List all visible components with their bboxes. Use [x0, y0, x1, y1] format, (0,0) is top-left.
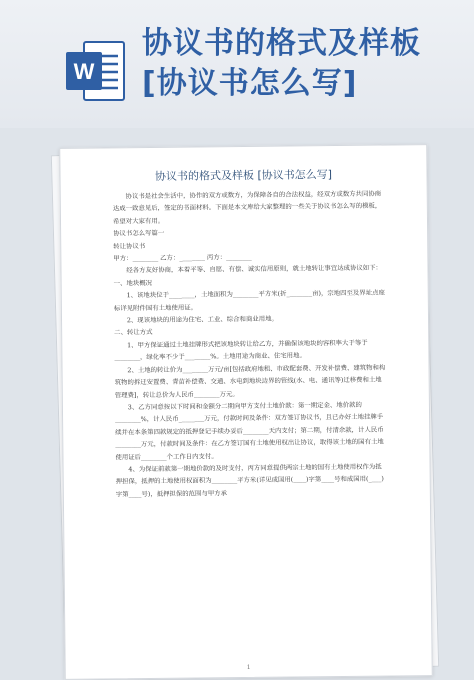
paragraph: 协议书怎么写篇一 — [113, 229, 165, 238]
word-doc-icon — [64, 38, 126, 104]
document-header — [0, 0, 474, 128]
page-title: 协议书的格式及样板[协议书怎么写] — [142, 26, 421, 101]
paragraph: 转让协议书 — [113, 241, 146, 251]
paragraph: 经各方友好协商，本着平等、自愿、有偿、诚实信用原则，就土地转让事宜达成协议如下： — [126, 264, 382, 275]
page-number: 1 — [246, 663, 251, 672]
paragraph: 4、为保证前款第一期地价款的及时支付，丙方同意提供两宗土地的国有土地使用权作为抵押担保，抵押的土地使用权面积为________平方米(详见成国用(____)字第____号和成国用(____)字第____号)，抵押担保的范围与甲方承 — [115, 462, 384, 499]
document-title: 协议书的格式及样板 [协议书怎么写] — [154, 168, 333, 183]
document-body — [113, 188, 388, 501]
document-page — [59, 144, 433, 680]
paragraph: 3、乙方同意按以下时间和金额分二期向甲方支付土地价款：第一期定金、地价款的________%，计人民币________万元，付款时间及条件：双方签订协议书，且已办好土地挂牌手续并在本条第四款规定的抵押登记手续办妥后________天内支付；第二期，付清余款，计人民币________万元，付款时间及条件：在乙方签订国有土地使用权出让协议，取得该土地的国有土地使用证后________个工作日内支付。 — [115, 400, 384, 461]
paragraph: 协议书是社会生活中，协作的双方或数方，为保障各自的合法权益，经双方或数方共同协商达成一致意见后，签定的书面材料。下面是本文库给大家整理的一些关于协议书怎么写的模板，希望对大家有用。 — [112, 189, 382, 226]
paragraph: 2、现该地块的用途为住宅、工业、综合和商业用地。 — [126, 314, 278, 325]
paragraph: 二、转让方式 — [114, 328, 153, 337]
paragraph: 一、地块概况 — [113, 278, 153, 288]
paragraph: 1、该地块位于________，土地面积为________平方米(折________亩)，宗地四至及界址点座标详见附件国有土地使用证。 — [113, 288, 385, 313]
paragraph: 1、甲方保证通过土地挂牌形式把该地块转让给乙方，并确保该地块的容积率大于等于________，绿化率不少于________%。土地用途为商业、住宅用地。 — [114, 338, 368, 362]
paragraph: 2、土地的转让价为________万元/亩[包括政府地租、市政配套费、开发补偿费、建筑物和构筑物的拆迁安置费、青苗补偿费、交通、水电到地块边界的管线(水、电、通讯等)迁移费和土地管理费]，转让总价为人民币________万元。 — [114, 363, 386, 399]
paragraph: 甲方：________ 乙方：________ 丙方：________ — [113, 252, 252, 263]
word-icon-letter: W — [73, 59, 95, 84]
